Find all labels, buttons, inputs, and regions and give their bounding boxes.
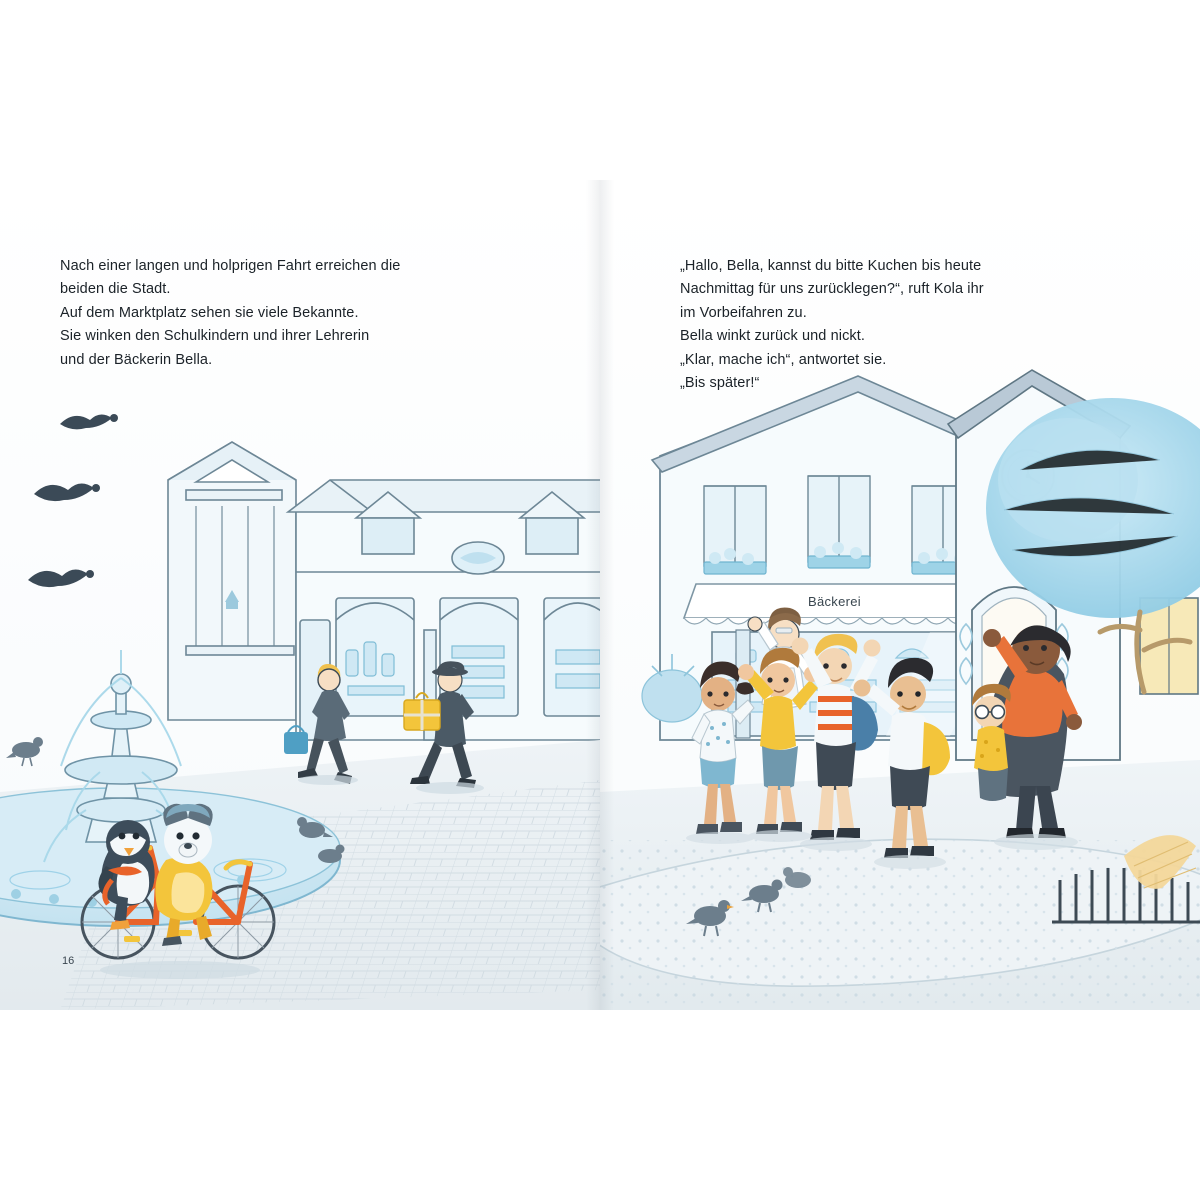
handbag: [284, 732, 308, 754]
right-text-line-6: „Bis später!“: [680, 375, 760, 392]
right-text-line-5: „Klar, mache ich“, antwortet sie.: [680, 351, 887, 368]
page-number: 16: [62, 955, 75, 967]
left-text-line-2: beiden die Stadt.: [60, 281, 171, 298]
right-text-line-3: im Vorbeifahren zu.: [680, 304, 807, 321]
left-text-line-3: Auf dem Marktplatz sehen sie viele Bekannte.: [60, 304, 359, 321]
right-text-line-4: Bella winkt zurück und nickt.: [680, 328, 866, 345]
skirt: [700, 758, 736, 788]
left-text-line-1: Nach einer langen und holprigen Fahrt erreichen die: [60, 258, 401, 274]
glasses: [776, 628, 792, 633]
right-text-line-1: „Hallo, Bella, kannst du bitte Kuchen bis heute: [680, 258, 982, 274]
left-text-line-5: und der Bäckerin Bella.: [60, 351, 213, 368]
right-page: [600, 180, 1200, 1010]
book-spread: [0, 180, 1200, 1010]
left-page-text: [60, 255, 530, 372]
left-page: [0, 180, 600, 1010]
bakery-sign-label: Bäckerei: [808, 594, 861, 609]
market-hall-building: [168, 442, 296, 720]
left-text-line-4: Sie winken den Schulkindern und ihrer Lehrerin: [60, 328, 370, 345]
right-page-text: [680, 255, 1100, 396]
right-text-line-2: Nachmittag für uns zurücklegen?“, ruft Kola ihr: [680, 281, 984, 298]
